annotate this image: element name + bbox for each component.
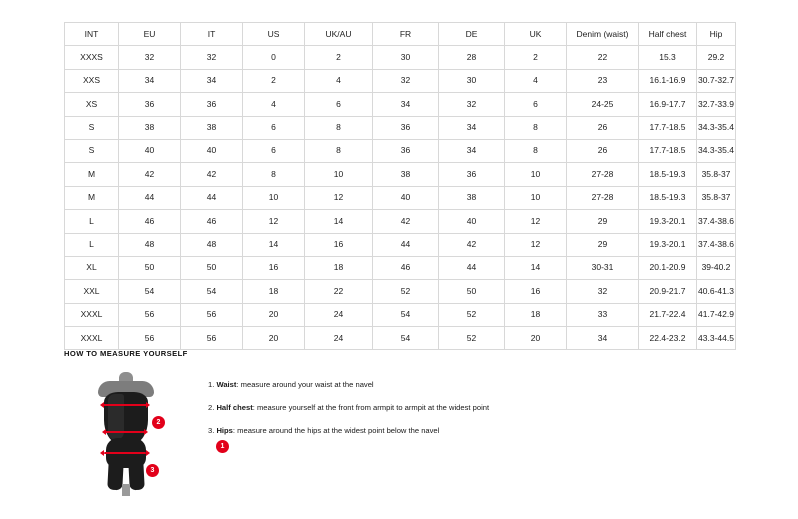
cell-fr: 54 — [373, 303, 439, 326]
cell-half-chest: 21.7-22.4 — [639, 303, 697, 326]
cell-fr: 30 — [373, 46, 439, 69]
column-header-int: INT — [65, 23, 119, 46]
cell-hip: 29.2 — [697, 46, 736, 69]
cell-eu: 56 — [119, 327, 181, 350]
cell-eu: 36 — [119, 93, 181, 116]
cell-uk: 8 — [505, 116, 567, 139]
cell-fr: 32 — [373, 69, 439, 92]
table-row — [65, 116, 736, 139]
cell-uk-au: 8 — [305, 116, 373, 139]
cell-de: 28 — [439, 46, 505, 69]
cell-denim-waist: 26 — [567, 139, 639, 162]
cell-us: 8 — [243, 163, 305, 186]
column-header-eu: EU — [119, 23, 181, 46]
size-table-container — [64, 22, 735, 350]
waist-measure-arrow-icon — [106, 431, 144, 433]
cell-denim-waist: 27-28 — [567, 163, 639, 186]
column-header-it: IT — [181, 23, 243, 46]
cell-hip: 35.8-37 — [697, 186, 736, 209]
cell-half-chest: 20.9-21.7 — [639, 280, 697, 303]
cell-eu: 40 — [119, 139, 181, 162]
column-header-half-chest: Half chest — [639, 23, 697, 46]
table-row — [65, 303, 736, 326]
measure-note-hips — [208, 426, 489, 435]
cell-half-chest: 18.5-19.3 — [639, 186, 697, 209]
cell-denim-waist: 33 — [567, 303, 639, 326]
cell-us: 6 — [243, 116, 305, 139]
cell-eu: 38 — [119, 116, 181, 139]
cell-eu: 56 — [119, 303, 181, 326]
cell-eu: 54 — [119, 280, 181, 303]
mannequin-right-leg — [128, 460, 145, 491]
table-row — [65, 210, 736, 233]
cell-us: 0 — [243, 46, 305, 69]
cell-it: 38 — [181, 116, 243, 139]
note-text-hips: : measure around the hips at the widest point below the navel — [232, 426, 440, 436]
cell-half-chest: 19.3-20.1 — [639, 210, 697, 233]
cell-int: XXXS — [65, 46, 119, 69]
marker-1: 1 — [216, 440, 229, 453]
cell-int: M — [65, 186, 119, 209]
cell-denim-waist: 22 — [567, 46, 639, 69]
cell-uk: 8 — [505, 139, 567, 162]
cell-it: 48 — [181, 233, 243, 256]
column-header-fr: FR — [373, 23, 439, 46]
cell-half-chest: 20.1-20.9 — [639, 256, 697, 279]
cell-hip: 39-40.2 — [697, 256, 736, 279]
cell-fr: 34 — [373, 93, 439, 116]
cell-uk: 18 — [505, 303, 567, 326]
cell-hip: 41.7-42.9 — [697, 303, 736, 326]
cell-de: 30 — [439, 69, 505, 92]
column-header-de: DE — [439, 23, 505, 46]
cell-hip: 43.3-44.5 — [697, 327, 736, 350]
cell-it: 32 — [181, 46, 243, 69]
cell-it: 44 — [181, 186, 243, 209]
table-row — [65, 186, 736, 209]
cell-uk: 10 — [505, 163, 567, 186]
measure-body — [64, 368, 744, 498]
cell-uk: 2 — [505, 46, 567, 69]
note-text-half-chest: : measure yourself at the front from armpit to armpit at the widest point — [252, 403, 490, 413]
half-chest-measure-arrow-icon — [104, 404, 146, 406]
hips-measure-arrow-icon — [104, 452, 146, 454]
cell-eu: 46 — [119, 210, 181, 233]
cell-uk-au: 22 — [305, 280, 373, 303]
cell-hip: 35.8-37 — [697, 163, 736, 186]
cell-denim-waist: 23 — [567, 69, 639, 92]
cell-uk: 14 — [505, 256, 567, 279]
cell-int: XXL — [65, 280, 119, 303]
cell-us: 18 — [243, 280, 305, 303]
cell-us: 4 — [243, 93, 305, 116]
table-row — [65, 69, 736, 92]
cell-half-chest: 17.7-18.5 — [639, 139, 697, 162]
note-number-3: 3. — [208, 426, 217, 436]
cell-int: L — [65, 233, 119, 256]
cell-de: 42 — [439, 233, 505, 256]
note-text-waist: : measure around your waist at the navel — [236, 380, 374, 389]
cell-eu: 32 — [119, 46, 181, 69]
cell-uk-au: 12 — [305, 186, 373, 209]
cell-uk: 6 — [505, 93, 567, 116]
cell-fr: 36 — [373, 139, 439, 162]
cell-fr: 52 — [373, 280, 439, 303]
cell-hip: 37.4-38.6 — [697, 233, 736, 256]
cell-denim-waist: 29 — [567, 233, 639, 256]
cell-fr: 40 — [373, 186, 439, 209]
cell-int: S — [65, 139, 119, 162]
table-header-row — [65, 23, 736, 46]
table-row — [65, 163, 736, 186]
table-row — [65, 139, 736, 162]
size-conversion-table — [64, 22, 736, 350]
measure-note-waist — [208, 380, 489, 389]
cell-de: 52 — [439, 303, 505, 326]
column-header-uk: UK — [505, 23, 567, 46]
cell-eu: 50 — [119, 256, 181, 279]
cell-uk: 16 — [505, 280, 567, 303]
cell-uk-au: 24 — [305, 327, 373, 350]
cell-hip: 34.3-35.4 — [697, 139, 736, 162]
cell-uk-au: 16 — [305, 233, 373, 256]
cell-half-chest: 22.4-23.2 — [639, 327, 697, 350]
cell-de: 36 — [439, 163, 505, 186]
cell-half-chest: 16.9-17.7 — [639, 93, 697, 116]
cell-fr: 44 — [373, 233, 439, 256]
marker-3: 3 — [146, 464, 159, 477]
note-number-1: 1. — [208, 380, 217, 389]
cell-uk: 10 — [505, 186, 567, 209]
cell-uk-au: 8 — [305, 139, 373, 162]
cell-uk-au: 14 — [305, 210, 373, 233]
cell-fr: 42 — [373, 210, 439, 233]
cell-us: 14 — [243, 233, 305, 256]
cell-it: 40 — [181, 139, 243, 162]
cell-uk: 20 — [505, 327, 567, 350]
cell-denim-waist: 29 — [567, 210, 639, 233]
table-row — [65, 46, 736, 69]
cell-uk-au: 18 — [305, 256, 373, 279]
table-header — [65, 23, 736, 46]
cell-us: 10 — [243, 186, 305, 209]
cell-fr: 36 — [373, 116, 439, 139]
cell-denim-waist: 27-28 — [567, 186, 639, 209]
cell-it: 56 — [181, 327, 243, 350]
cell-de: 32 — [439, 93, 505, 116]
cell-int: M — [65, 163, 119, 186]
cell-int: XL — [65, 256, 119, 279]
cell-half-chest: 18.5-19.3 — [639, 163, 697, 186]
table-row — [65, 280, 736, 303]
cell-int: XS — [65, 93, 119, 116]
cell-eu: 48 — [119, 233, 181, 256]
cell-us: 20 — [243, 327, 305, 350]
table-body — [65, 46, 736, 350]
mannequin-stand — [122, 484, 130, 496]
table-row — [65, 327, 736, 350]
cell-it: 50 — [181, 256, 243, 279]
cell-uk: 12 — [505, 233, 567, 256]
cell-uk: 4 — [505, 69, 567, 92]
cell-half-chest: 19.3-20.1 — [639, 233, 697, 256]
cell-uk: 12 — [505, 210, 567, 233]
column-header-denim-waist: Denim (waist) — [567, 23, 639, 46]
cell-uk-au: 4 — [305, 69, 373, 92]
mannequin-torso-highlight — [108, 394, 124, 440]
cell-hip: 30.7-32.7 — [697, 69, 736, 92]
cell-us: 20 — [243, 303, 305, 326]
cell-int: XXXL — [65, 303, 119, 326]
cell-eu: 42 — [119, 163, 181, 186]
cell-it: 36 — [181, 93, 243, 116]
cell-it: 56 — [181, 303, 243, 326]
cell-de: 34 — [439, 116, 505, 139]
section-title: HOW TO MEASURE YOURSELF — [64, 349, 188, 358]
column-header-hip: Hip — [697, 23, 736, 46]
cell-half-chest: 15.3 — [639, 46, 697, 69]
cell-us: 16 — [243, 256, 305, 279]
note-term-waist: Waist — [216, 380, 237, 389]
cell-hip: 32.7-33.9 — [697, 93, 736, 116]
cell-denim-waist: 30-31 — [567, 256, 639, 279]
note-number-2: 2. — [208, 403, 217, 413]
cell-us: 2 — [243, 69, 305, 92]
column-header-uk-au: UK/AU — [305, 23, 373, 46]
cell-de: 44 — [439, 256, 505, 279]
cell-denim-waist: 26 — [567, 116, 639, 139]
cell-de: 52 — [439, 327, 505, 350]
cell-hip: 37.4-38.6 — [697, 210, 736, 233]
cell-int: XXS — [65, 69, 119, 92]
cell-fr: 46 — [373, 256, 439, 279]
cell-de: 34 — [439, 139, 505, 162]
column-header-us: US — [243, 23, 305, 46]
cell-hip: 40.6-41.3 — [697, 280, 736, 303]
cell-int: S — [65, 116, 119, 139]
marker-2: 2 — [152, 416, 165, 429]
cell-uk-au: 10 — [305, 163, 373, 186]
cell-uk-au: 24 — [305, 303, 373, 326]
cell-us: 6 — [243, 139, 305, 162]
table-row — [65, 256, 736, 279]
cell-it: 34 — [181, 69, 243, 92]
cell-us: 12 — [243, 210, 305, 233]
table-row — [65, 93, 736, 116]
note-term-half-chest: Half chest — [216, 403, 253, 413]
cell-denim-waist: 24-25 — [567, 93, 639, 116]
cell-de: 40 — [439, 210, 505, 233]
table-row — [65, 233, 736, 256]
cell-fr: 38 — [373, 163, 439, 186]
measure-note-half-chest — [208, 403, 489, 412]
cell-uk-au: 2 — [305, 46, 373, 69]
cell-it: 54 — [181, 280, 243, 303]
cell-eu: 44 — [119, 186, 181, 209]
cell-it: 46 — [181, 210, 243, 233]
cell-it: 42 — [181, 163, 243, 186]
how-to-measure-section — [64, 349, 744, 498]
cell-fr: 54 — [373, 327, 439, 350]
cell-half-chest: 16.1-16.9 — [639, 69, 697, 92]
cell-int: L — [65, 210, 119, 233]
cell-uk-au: 6 — [305, 93, 373, 116]
cell-int: XXXL — [65, 327, 119, 350]
cell-de: 50 — [439, 280, 505, 303]
measure-notes — [208, 368, 489, 449]
cell-denim-waist: 34 — [567, 327, 639, 350]
note-term-hips: Hips — [216, 426, 233, 436]
cell-half-chest: 17.7-18.5 — [639, 116, 697, 139]
cell-eu: 34 — [119, 69, 181, 92]
cell-de: 38 — [439, 186, 505, 209]
cell-hip: 34.3-35.4 — [697, 116, 736, 139]
cell-denim-waist: 32 — [567, 280, 639, 303]
